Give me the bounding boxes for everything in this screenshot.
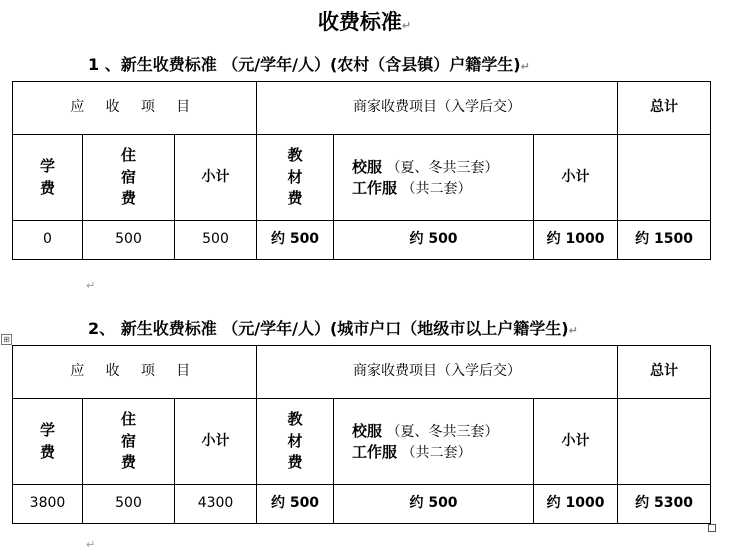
tuition-header: 学费 [13,135,83,221]
section2-heading: 2、 新生收费标准 （元/学年/人）(城市户口（地级市以上户籍学生)↵ [88,319,578,338]
merchant-subtotal-header: 小计 [534,399,618,485]
school-items-header: 应 收 项 目 [13,346,257,399]
tuition-value: 0 [13,221,83,260]
tuition-value: 3800 [13,485,83,524]
total-value: 约 1500 [618,221,711,260]
uniform-header: 校服 （夏、冬共三套） 工作服 （共二套） [334,399,534,485]
table-row [13,399,711,485]
school-items-header: 应 收 项 目 [13,82,257,135]
fee-table-urban [12,345,711,524]
paragraph-mark-icon: ↵ [86,279,96,292]
uniform-header: 校服 （夏、冬共三套） 工作服 （共二套） [334,135,534,221]
accommodation-value: 500 [83,485,175,524]
table-resize-handle[interactable] [708,524,716,532]
tuition-header: 学费 [13,399,83,485]
uniform-value: 约 500 [334,485,534,524]
textbook-fee-header: 教材费 [257,399,334,485]
table-row [13,485,711,524]
table-row [13,82,711,135]
table-row [13,221,711,260]
paragraph-mark-icon: ↵ [520,60,530,73]
total-header: 总计 [618,346,711,399]
table-row [13,346,711,399]
total-value: 约 5300 [618,485,711,524]
textbook-fee-header: 教材费 [257,135,334,221]
paragraph-mark-icon: ↵ [568,324,578,337]
merchant-items-header: 商家收费项目（入学后交） [257,82,618,135]
accommodation-header: 住宿费 [83,135,175,221]
paragraph-mark-icon: ↵ [401,19,412,32]
textbook-value: 约 500 [257,485,334,524]
subtotal-header: 小计 [175,399,257,485]
table-move-handle-icon[interactable]: ⊞ [1,334,12,345]
table-row [13,135,711,221]
accommodation-header: 住宿费 [83,399,175,485]
total-blank-cell [618,135,711,221]
paragraph-mark-icon: ↵ [86,538,96,551]
subtotal-value: 4300 [175,485,257,524]
fee-table-rural [12,81,711,260]
merchant-subtotal-value: 约 1000 [534,221,618,260]
textbook-value: 约 500 [257,221,334,260]
total-blank-cell [618,399,711,485]
subtotal-value: 500 [175,221,257,260]
total-header: 总计 [618,82,711,135]
merchant-subtotal-header: 小计 [534,135,618,221]
accommodation-value: 500 [83,221,175,260]
merchant-items-header: 商家收费项目（入学后交） [257,346,618,399]
section1-heading: 1 、新生收费标准 （元/学年/人）(农村（含县镇）户籍学生)↵ [88,55,530,74]
document-title: 收费标准↵ [317,10,412,34]
uniform-value: 约 500 [334,221,534,260]
merchant-subtotal-value: 约 1000 [534,485,618,524]
subtotal-header: 小计 [175,135,257,221]
